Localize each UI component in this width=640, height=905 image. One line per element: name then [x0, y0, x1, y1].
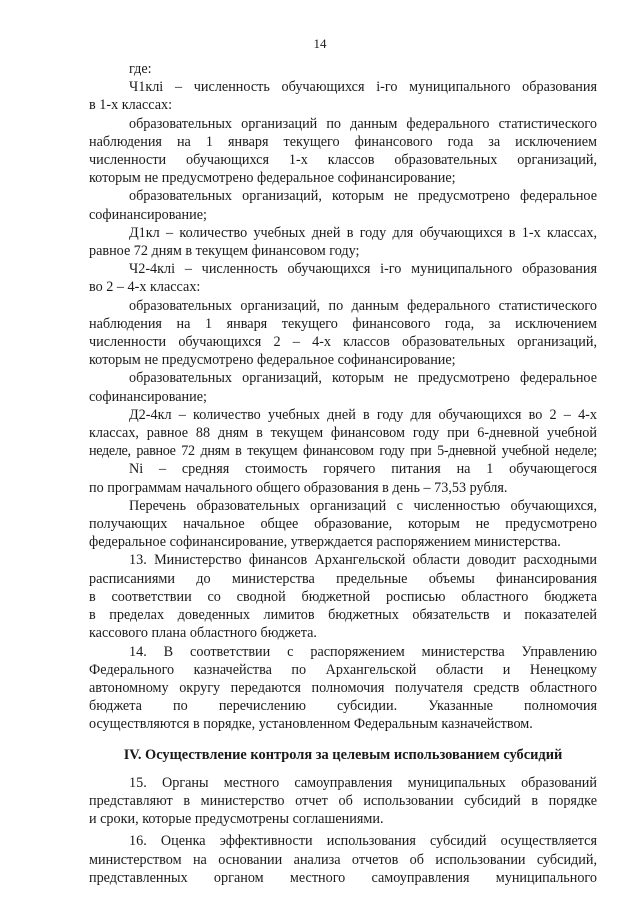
- text-line: автономному округу передаются полномочия получателя средств областного: [89, 679, 597, 696]
- text-line: равное 72 дням в текущем финансовом году;: [89, 243, 360, 260]
- text-line: Федерального казначейства по Архангельской области и Ненецкому: [89, 661, 597, 678]
- text-line: численности обучающихся 1-х классов образовательных организаций,: [89, 152, 597, 169]
- text-line: 14. В соответствии с распоряжением министерства Управлению: [129, 643, 597, 660]
- text-line: расписаниями до министерства предельные объемы финансирования: [89, 570, 597, 587]
- page-number: 14: [313, 36, 327, 51]
- text-line: осуществляются в порядке, установленном Федеральным казначейством.: [89, 716, 533, 733]
- text-line: и сроки, которые предусмотрены соглашениями.: [89, 811, 384, 828]
- text-line: Ч1клi – численность обучающихся i-го муниципального образования: [129, 79, 597, 96]
- text-line: численности обучающихся 2 – 4-х классов образовательных организаций,: [89, 334, 597, 351]
- text-line: представленных органом местного самоуправления муниципального: [89, 869, 597, 886]
- text-line: которым не предусмотрено федеральное софинансирование;: [89, 170, 456, 187]
- text-line: наблюдения на 1 января текущего финансового года, за исключением: [89, 315, 597, 332]
- text-line: кассового плана областного бюджета.: [89, 625, 317, 642]
- text-line: по программам начального общего образования в день – 73,53 рубля.: [89, 479, 508, 496]
- text-line: представляют в министерство отчет об использовании субсидий в порядке: [89, 792, 597, 809]
- section-heading: IV. Осуществление контроля за целевым использованием субсидий: [123, 746, 563, 763]
- text-line: во 2 – 4-х классах:: [89, 279, 201, 296]
- text-line: софинансирование;: [89, 388, 207, 405]
- text-line: в 1-х классах:: [89, 97, 173, 114]
- text-line: образовательных организаций, по данным федерального статистического: [129, 297, 597, 314]
- text-line: в пределах доведенных лимитов бюджетных обязательств и показателей: [89, 607, 597, 624]
- text-line: Перечень образовательных организаций с численностью обучающихся,: [129, 497, 597, 514]
- text-line: наблюдения на 1 января текущего финансового года за исключением: [89, 133, 597, 150]
- document-body: [89, 60, 597, 887]
- text-line: классах, равное 88 дням в текущем финансовом году при 6-дневной учебной: [89, 425, 597, 442]
- text-line: образовательных организаций, которым не предусмотрено федеральное: [129, 188, 597, 205]
- text-line: которым не предусмотрено федеральное софинансирование;: [89, 352, 456, 369]
- text-line: 13. Министерство финансов Архангельской области доводит расходными: [129, 552, 597, 569]
- text-line: где:: [129, 61, 152, 77]
- text-line: образовательных организаций по данным федерального статистического: [129, 115, 597, 132]
- text-line: в соответствии со сводной бюджетной росписью областного бюджета: [89, 588, 597, 605]
- text-line: образовательных организаций, которым не предусмотрено федеральное: [129, 370, 597, 387]
- text-line: Ni – средняя стоимость горячего питания на 1 обучающегося: [129, 461, 597, 478]
- text-line: 16. Оценка эффективности использования субсидий осуществляется: [129, 833, 597, 850]
- text-line: министерством на основании анализа отчетов об использовании субсидий,: [89, 851, 597, 868]
- text-line: федеральное софинансирование, утверждается распоряжением министерства.: [89, 534, 561, 551]
- text-line: Д1кл – количество учебных дней в году для обучающихся в 1-х классах,: [129, 224, 597, 241]
- text-line: неделе, равное 72 дням в текущем финансовом году при 5-дневной учебной неделе;: [89, 443, 597, 460]
- text-line: получающих начальное общее образование, которым не предусмотрено: [89, 516, 597, 533]
- text-line: софинансирование;: [89, 206, 207, 223]
- text-line: 15. Органы местного самоуправления муниципальных образований: [129, 774, 597, 791]
- text-line: Д2-4кл – количество учебных дней в году для обучающихся во 2 – 4-х: [129, 406, 597, 423]
- text-line: бюджета по перечислению субсидии. Указанные полномочия: [89, 698, 597, 715]
- text-line: Ч2-4клi – численность обучающихся i-го муниципального образования: [129, 261, 597, 278]
